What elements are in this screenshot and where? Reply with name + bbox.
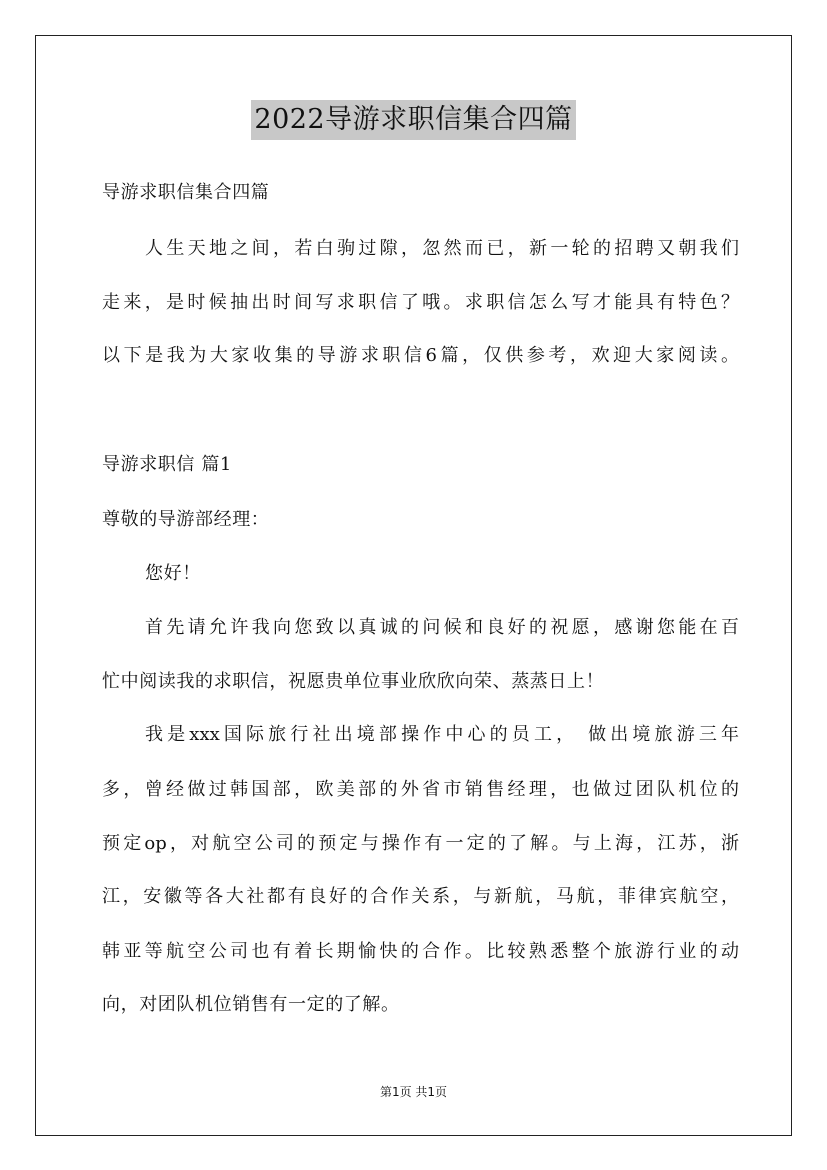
page-footer: 第1页 共1页 xyxy=(379,1085,448,1099)
para1-line-1: 首先请允许我向您致以真诚的问候和良好的祝愿，感谢您能在百 xyxy=(145,617,739,638)
para1-line-2: 忙中阅读我的求职信，祝愿贵单位事业欣欣向荣、蒸蒸日上！ xyxy=(102,671,605,692)
document-subtitle: 导游求职信集合四篇 xyxy=(102,182,270,203)
intro-line-1: 人生天地之间，若白驹过隙，忽然而已，新一轮的招聘又朝我们 xyxy=(145,238,739,259)
section-heading: 导游求职信 篇1 xyxy=(102,454,232,475)
para2-line-4: 江，安徽等各大社都有良好的合作关系，与新航，马航，菲律宾航空， xyxy=(102,886,739,907)
title-container xyxy=(0,100,827,140)
para2-line-1: 我是xxx国际旅行社出境部操作中心的员工， 做出境旅游三年 xyxy=(145,724,739,745)
para2-line-2: 多，曾经做过韩国部，欧美部的外省市销售经理，也做过团队机位的 xyxy=(102,779,739,800)
salutation: 尊敬的导游部经理： xyxy=(102,509,270,530)
intro-line-3: 以下是我为大家收集的导游求职信6篇，仅供参考，欢迎大家阅读。 xyxy=(102,345,739,366)
document-title: 2022导游求职信集合四篇 xyxy=(251,100,575,140)
para2-line-6: 向，对团队机位销售有一定的了解。 xyxy=(102,994,400,1015)
greeting: 您好！ xyxy=(145,563,201,584)
para2-line-3: 预定op，对航空公司的预定与操作有一定的了解。与上海，江苏，浙 xyxy=(102,833,739,854)
para2-line-5: 韩亚等航空公司也有着长期愉快的合作。比较熟悉整个旅游行业的动 xyxy=(102,941,739,962)
intro-line-2: 走来，是时候抽出时间写求职信了哦。求职信怎么写才能具有特色？ xyxy=(102,292,739,313)
